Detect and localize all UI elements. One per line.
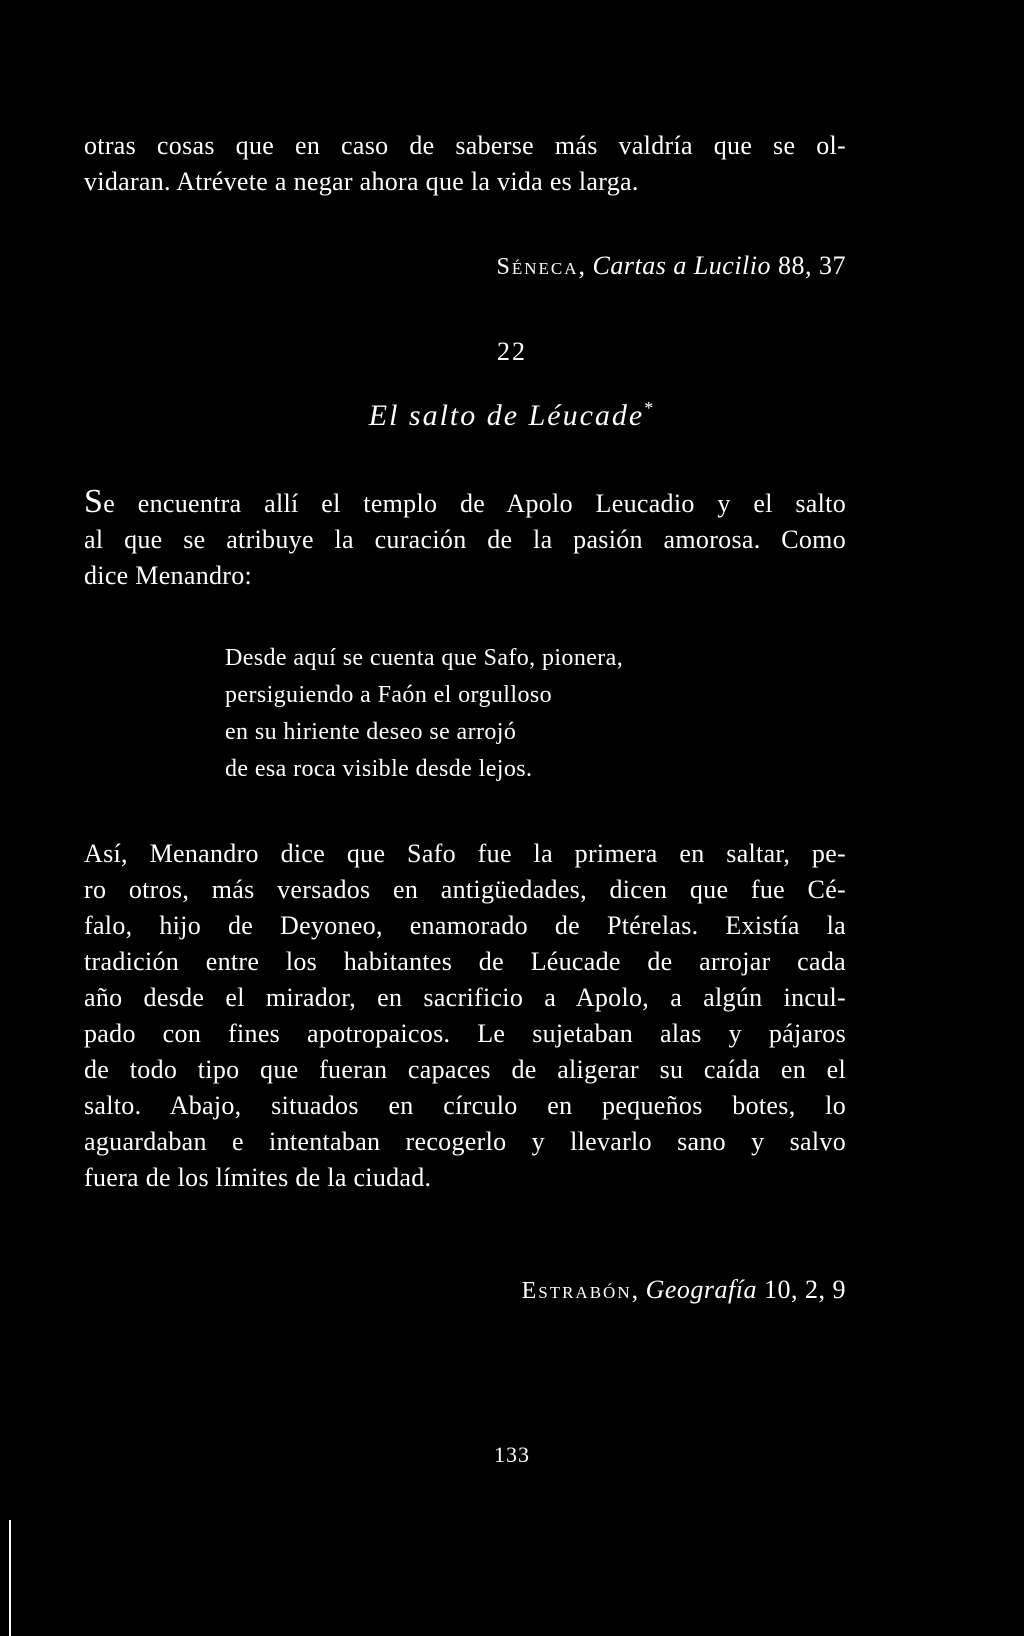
section-number: 22 [497, 337, 527, 366]
page-number: 133 [494, 1442, 530, 1467]
section-title [0, 398, 1024, 433]
paragraph-line: dice Menandro: [84, 561, 253, 590]
citation-ref: 88, 37 [771, 251, 846, 280]
intro-line: vidaran. Atrévete a negar ahora que la vida es larga. [84, 167, 639, 196]
paragraph-line: tradición entre los habitantes de Léucade de arrojar cada [84, 947, 846, 976]
citation-separator: , [578, 251, 593, 280]
footnote-mark: * [644, 398, 656, 418]
paragraph-line: pado con fines apotropaicos. Le sujetaban alas y pájaros [84, 1019, 846, 1048]
intro-line: otras cosas que en caso de saberse más valdría que se ol- [84, 131, 846, 160]
verse-line: Desde aquí se cuenta que Safo, pionera, [225, 645, 624, 671]
section-title-text: El salto de Léucade [368, 399, 645, 432]
citation-seneca [497, 248, 847, 285]
citation-author: Séneca [496, 254, 579, 280]
citation-work: Geografía [645, 1275, 757, 1304]
paragraph-line: año desde el mirador, en sacrificio a Apolo, a algún incul- [84, 983, 846, 1012]
paragraph-line: aguardaban e intentaban recogerlo y llevarlo sano y salvo [84, 1127, 846, 1156]
paragraph-1 [84, 484, 846, 594]
citation-estrabon [522, 1272, 846, 1309]
intro-paragraph [84, 128, 846, 200]
citation-ref: 10, 2, 9 [757, 1275, 846, 1304]
paragraph-2 [84, 836, 846, 1196]
paragraph-line: al que se atribuye la curación de la pasión amorosa. Como [84, 525, 846, 554]
verse-line: en su hiriente deseo se arrojó [225, 719, 517, 745]
citation-author: Estrabón [521, 1278, 632, 1304]
paragraph-line: fuera de los límites de la ciudad. [84, 1163, 432, 1192]
citation-work: Cartas a Lucilio [592, 251, 771, 280]
first-line-rest: e encuentra allí el templo de Apolo Leucadio y el salto [103, 489, 846, 518]
paragraph-line: Así, Menandro dice que Safo fue la primera en saltar, pe- [84, 839, 846, 868]
paragraph-line: de todo tipo que fueran capaces de aligerar su caída en el [84, 1055, 846, 1084]
scan-edge-line [9, 1520, 11, 1636]
paragraph-line [84, 484, 846, 522]
paragraph-line: salto. Abajo, situados en círculo en pequeños botes, lo [84, 1091, 846, 1120]
verse-quote [225, 640, 623, 788]
verse-line: persiguiendo a Faón el orgulloso [225, 682, 552, 708]
drop-cap: S [84, 483, 104, 520]
verse-line: de esa roca visible desde lejos. [225, 756, 533, 782]
paragraph-line: ro otros, más versados en antigüedades, dicen que fue Cé- [84, 875, 846, 904]
paragraph-line: falo, hijo de Deyoneo, enamorado de Ptérelas. Existía la [84, 911, 846, 940]
citation-separator: , [631, 1275, 646, 1304]
